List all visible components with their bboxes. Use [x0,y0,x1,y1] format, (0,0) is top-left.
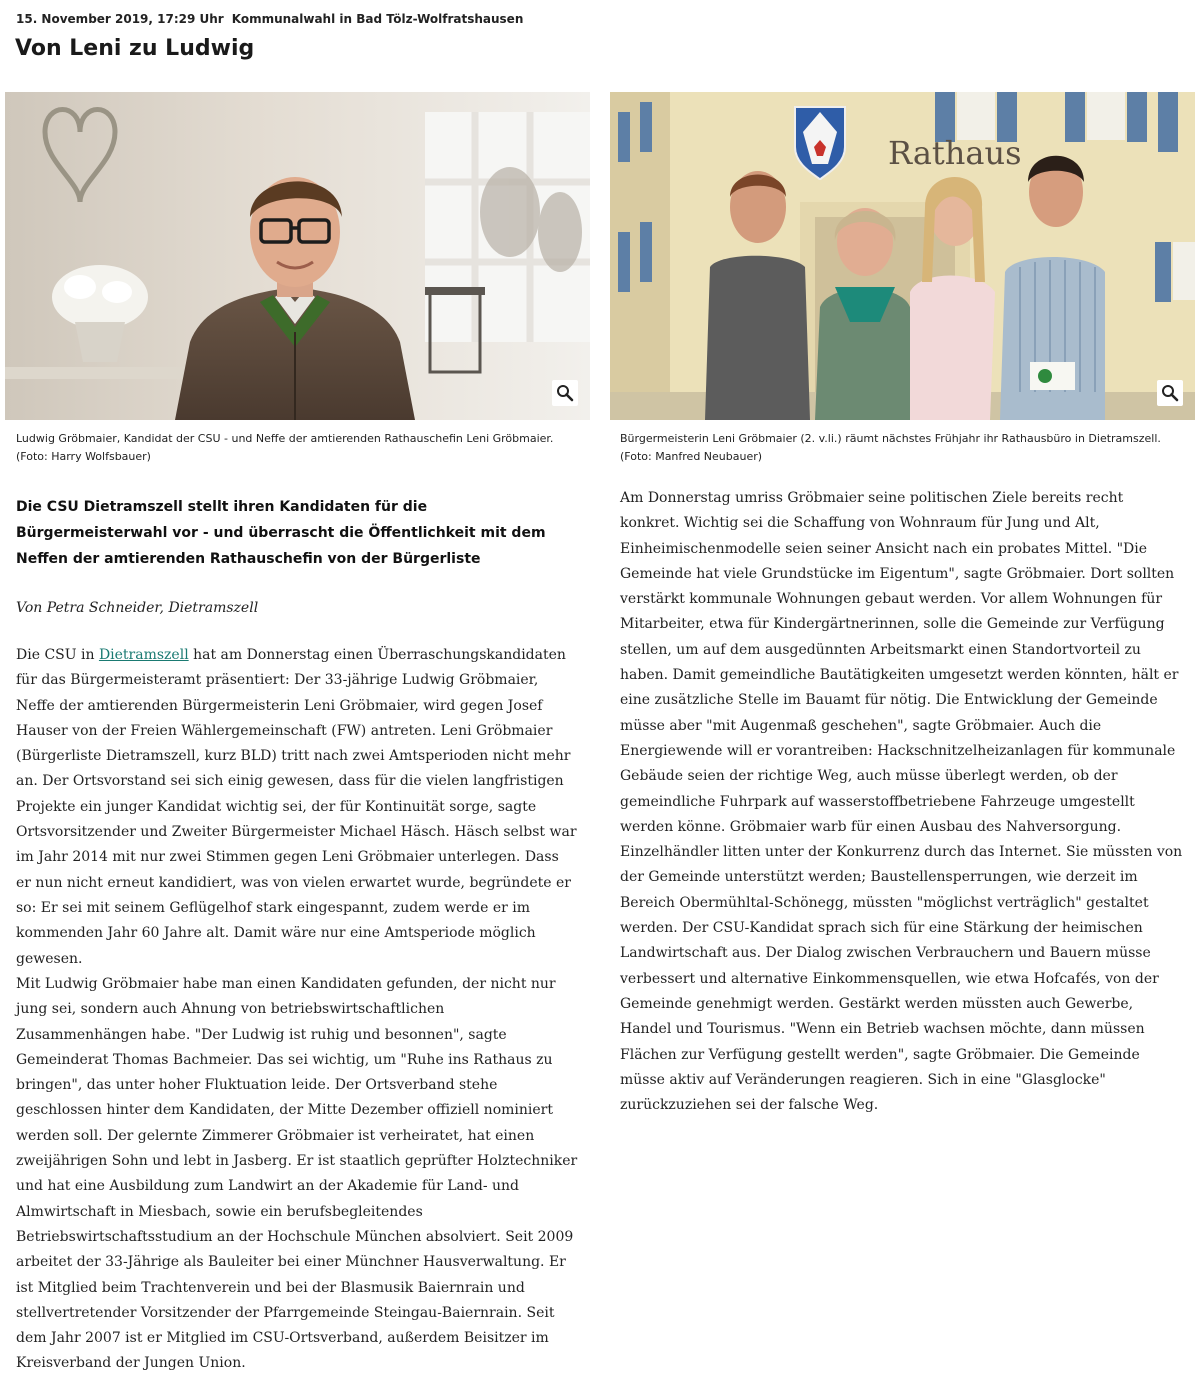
article-title: Von Leni zu Ludwig [15,36,255,61]
paragraph-text: Die CSU in [16,647,99,663]
article-paragraph: Mit Ludwig Gröbmaier habe man einen Kandidaten gefunden, der nicht nur jung sei, sondern auch Ahnung von betriebswirtschaftlichen Zusammenhängen habe. "Der Ludwig ist ruhig und besonnen", sagte Gemeinderat Thomas Bachmeier. Das sei wichtig, um "Ruhe ins Rathaus zu bringen", das unter hoher Fluktuation leide. Der Ortsverband stehe geschlossen hinter dem Kandidaten, der Mitte Dezember offiziell nominiert werden soll. Der gelernte Zimmerer Gröbmaier ist verheiratet, hat einen zweijährigen Sohn und lebt in Jasberg. Er ist staatlich geprüfter Holztechniker und hat eine Ausbildung zum Landwirt an der Akademie für Land- und Almwirtschaft in Miesbach, sowie ein berufsbegleitendes Betriebswirtschaftsstudium an der Hochschule München absolviert. Seit 2009 arbeitet der 33-Jährige als Bauleiter bei einer Münchner Hausverwaltung. Er ist Mitglied beim Trachtenverein und bei der Blasmusik Baiernrain und stellvertretender Vorsitzender der Pfarrgemeinde Steingau-Baiernrain. Seit dem Jahr 2007 ist er Mitglied im CSU-Ortsverband, außerdem Beisitzer im Kreisverband der Jungen Union. [16,976,578,1372]
article-meta [16,11,523,27]
region-label[interactable]: Kommunalwahl in Bad Tölz-Wolfratshausen [231,12,524,26]
rathaus-sign: Rathaus [888,134,1022,172]
paragraph-text: hat am Donnerstag einen Überraschungskandidaten für das Bürgermeisteramt präsentiert: Der 33-jährige Ludwig Gröbmaier, Neffe der amtierenden Bürgermeisterin Leni Gröbmaier, wird gegen Josef Hauser von der Freien Wählergemeinschaft (FW) antreten. Leni Gröbmaier (Bürgerliste Dietramszell, kurz BLD) tritt nach zwei Amtsperioden nicht mehr an. Der Ortsvorstand sei sich einig gewesen, dass für die vielen langfristigen Projekte ein junger Kandidat wichtig sei, der für Kontinuität sorge, sagte Ortsvorsitzender und Zweiter Bürgermeister Michael Häsch. Häsch selbst war im Jahr 2014 mit nur zwei Stimmen gegen Leni Gröbmaier unterlegen. Dass er nun nicht erneut kandidiert, was von vielen erwartet wurde, begründete er so: Er sei mit seinem Geflügelhof stark eingespannt, zudem werde er im kommenden Jahr 60 Jahre alt. Damit wäre nur eine Amtsperiode möglich gewesen. [16,647,577,967]
photo-portrait[interactable] [5,92,590,420]
article-paragraph [16,643,578,972]
photo-rathaus-group[interactable] [610,92,1195,420]
photo-caption-2: Bürgermeisterin Leni Gröbmaier (2. v.li.) räumt nächstes Frühjahr ihr Rathausbüro in Dietramszell. (Foto: Manfred Neubauer) [620,432,1161,463]
rathaus-group-image [610,92,1195,420]
timestamp: 15. November 2019, 17:29 Uhr [16,12,224,26]
magnifier-icon [556,384,574,402]
photo-caption-1: Ludwig Gröbmaier, Kandidat der CSU - und Neffe der amtierenden Rathauschefin Leni Gröbmaier. (Foto: Harry Wolfsbauer) [16,432,554,463]
zoom-button-photo-2[interactable] [1157,380,1183,406]
portrait-image [5,92,590,420]
zoom-button-photo-1[interactable] [552,380,578,406]
article-paragraph: Am Donnerstag umriss Gröbmaier seine politischen Ziele bereits recht konkret. Wichtig sei die Schaffung von Wohnraum für Jung und Alt, Einheimischenmodelle seien seiner Ansicht nach ein probates Mittel. "Die Gemeinde hat viele Grundstücke im Eigentum", sagte Gröbmaier. Dort sollten verstärkt kommunale Wohnungen gebaut werden. Vor allem Wohnungen für Mitarbeiter, etwa für Kindergärtnerinnen, solle die Gemeinde zur Verfügung stellen, um auf dem ausgedünnten Arbeitsmarkt einen Standortvorteil zu haben. Damit gemeindliche Bautätigkeiten umgesetzt werden könnten, hält er eine zusätzliche Stelle im Bauamt für nötig. Die Entwicklung der Gemeinde müsse aber "mit Augenmaß geschehen", sagte Gröbmaier. Auch die Energiewende will er vorantreiben: Hackschnitzelheizanlagen für kommunale Gebäude seien der richtige Weg, auch müsse überlegt werden, ob der gemeindliche Fuhrpark auf wasserstoffbetriebene Fahrzeuge umgestellt werden könne. Gröbmaier warb für einen Ausbau des Nahversorgung. Einzelhändler litten unter der Konkurrenz durch das Internet. Sie müssten von der Gemeinde unterstützt werden; Baustellensperrungen, wie derzeit im Bereich Obermühltal-Schönegg, müssten "möglichst verträglich" gestaltet werden. Der CSU-Kandidat sprach sich für eine Stärkung der heimischen Landwirtschaft aus. Der Dialog zwischen Verbrauchern und Bauern müsse verbessert und alternative Einkommensquellen, wie etwa Hofcafés, von der Gemeinde genehmigt werden. Gestärkt werden müssten auch Gewerbe, Handel und Tourismus. "Wenn ein Betrieb wachsen möchte, dann müssen Flächen zur Verfügung gestellt werden", sagte Gröbmaier. Die Gemeinde müsse aktiv auf Veränderungen reagieren. Sich in eine "Glasglocke" zurückzuziehen sei der falsche Weg. [620,490,1183,1114]
magnifier-icon [1161,384,1179,402]
article-lead: Die CSU Dietramszell stellt ihren Kandidaten für die Bürgermeisterwahl vor - und überrascht die Öffentlichkeit mit dem Neffen der amtierenden Rathauschefin von der Bürgerliste [16,499,546,567]
dietramszell-link[interactable]: Dietramszell [98,647,189,663]
article-byline: Von Petra Schneider, Dietramszell [16,600,259,616]
